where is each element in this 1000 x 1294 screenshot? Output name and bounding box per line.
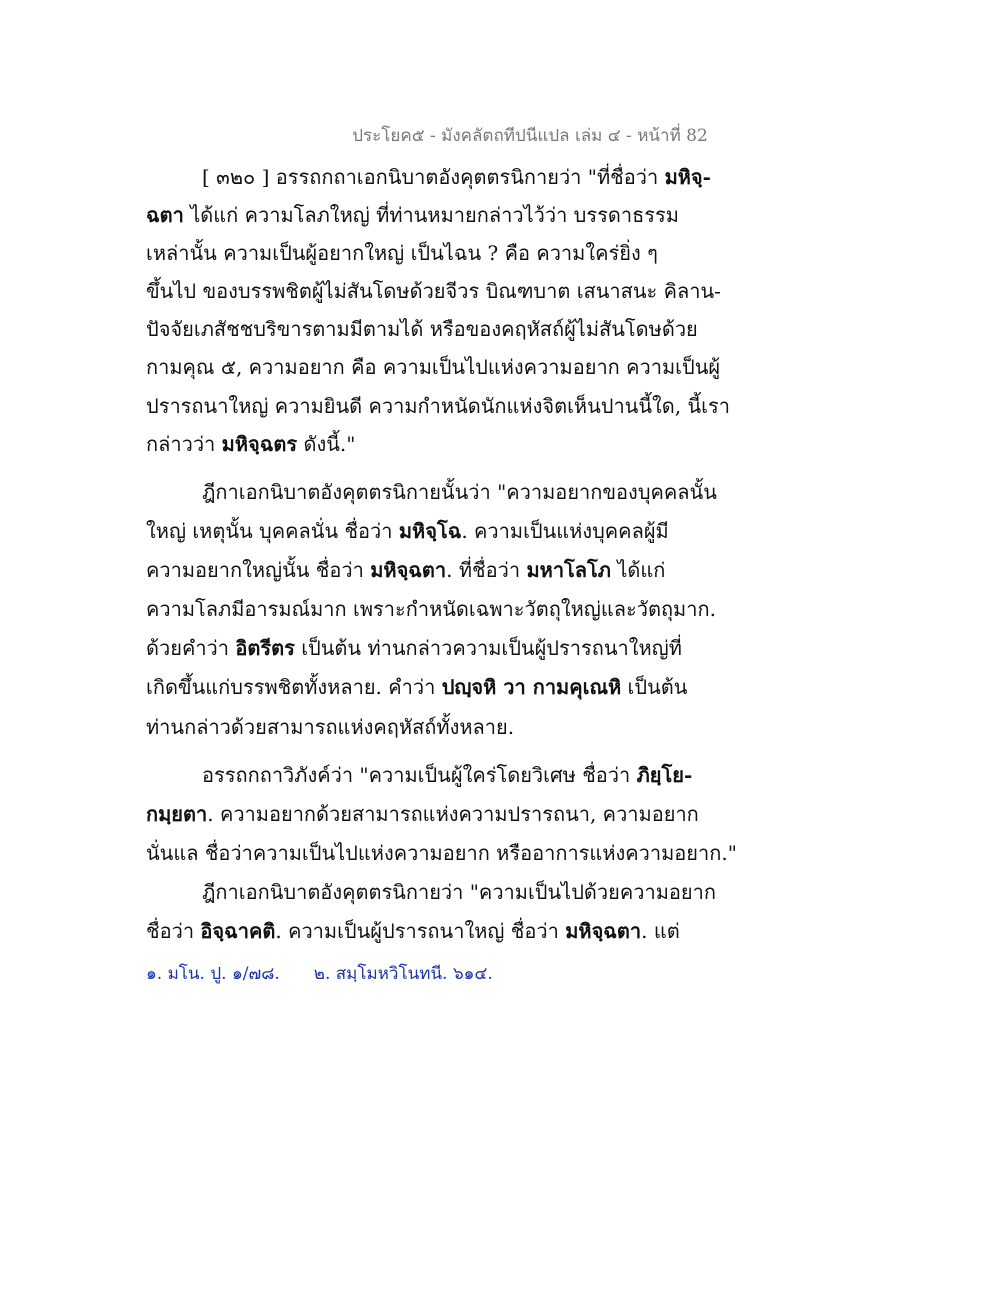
text-line: กามคุณ ๕, ความอยาก คือ ความเป็นไปแห่งความอยาก ความเป็นผู้ <box>146 355 721 379</box>
bold-term: มหิจฺฉตร <box>221 432 298 456</box>
text-line: ความโลภมีอารมณ์มาก เพราะกำหนัดเฉพาะวัตถุใหญ่และวัตถุมาก. <box>146 597 716 621</box>
text-span: ได้แก่ ความโลภใหญ่ ที่ท่านหมายกล่าวไว้ว่า บรรดาธรรม <box>183 203 679 227</box>
text-line: ฎีกาเอกนิบาตอังคุตตรนิกายว่า "ความเป็นไปด้วยความอยาก <box>202 880 716 904</box>
text-span: . ที่ชื่อว่า <box>446 558 527 582</box>
text-span: . แต่ <box>641 919 680 943</box>
text-span: . ความเป็นแห่งบุคคลผู้มี <box>461 519 669 543</box>
text-span: เกิดขึ้นแก่บรรพชิตทั้งหลาย. คำว่า <box>146 675 442 699</box>
text-line: ฎีกาเอกนิบาตอังคุตตรนิกายนั้นว่า "ความอยากของบุคคลนั้น <box>202 480 717 504</box>
text-line <box>146 799 699 829</box>
bold-term: ฉตา <box>146 203 184 227</box>
bold-term: ปญฺจหิ วา กามคุเณหิ <box>441 675 622 699</box>
text-span: . ความเป็นผู้ปรารถนาใหญ่ ชื่อว่า <box>275 919 566 943</box>
text-span: . ความอยากด้วยสามารถแห่งความปรารถนา, ความอยาก <box>207 802 699 826</box>
bold-term: กมฺยตา <box>146 802 208 826</box>
bold-term: มหิจฺ- <box>664 165 711 189</box>
bold-term: อิตรีตร <box>235 636 295 660</box>
text-line <box>146 516 669 546</box>
text-span: ชื่อว่า <box>146 919 201 943</box>
bold-term: ภิยฺโย- <box>636 763 693 787</box>
text-line <box>146 200 679 230</box>
text-line <box>146 916 680 946</box>
text-line <box>146 672 687 702</box>
text-span: ใหญ่ เหตุนั้น บุคคลนั่น ชื่อว่า <box>146 519 399 543</box>
text-line <box>146 555 665 585</box>
bold-term: มหิจฺฉตา <box>565 919 642 943</box>
text-span: ได้แก่ <box>610 558 666 582</box>
page-header: ประโยค๕ - มังคลัตถทีปนีแปล เล่ม ๔ - หน้าที่ 82 <box>352 126 708 146</box>
text-line: ขึ้นไป ของบรรพชิตผู้ไม่สันโดษด้วยจีวร บิณฑบาต เสนาสนะ คิลาน- <box>146 279 721 303</box>
bold-term: มหิจฺฉตา <box>370 558 447 582</box>
text-line <box>146 429 355 459</box>
text-line <box>202 162 711 192</box>
text-span: อรรถกถาวิภังค์ว่า "ความเป็นผู้ใคร่โดยวิเศษ ชื่อว่า <box>202 763 637 787</box>
text-span: เป็นต้น <box>621 675 688 699</box>
text-line: เหล่านั้น ความเป็นผู้อยากใหญ่ เป็นไฉน ? คือ ความใคร่ยิ่ง ๆ <box>146 241 658 265</box>
footnote-1: ๑. มโน. ปู. ๑/๗๘. <box>146 964 280 984</box>
text-span: ดังนี้." <box>297 432 356 456</box>
text-span: เป็นต้น ท่านกล่าวความเป็นผู้ปรารถนาใหญ่ที่ <box>294 636 682 660</box>
text-line <box>202 760 692 790</box>
text-line: ท่านกล่าวด้วยสามารถแห่งคฤหัสถ์ทั้งหลาย. <box>146 715 515 739</box>
text-span: ความอยากใหญ่นั้น ชื่อว่า <box>146 558 371 582</box>
footnote-2: ๒. สมฺโมหวิโนทนี. ๖๑๔. <box>313 964 493 984</box>
text-span: [ ๓๒๐ ] อรรถกถาเอกนิบาตอังคุตตรนิกายว่า "ที่ชื่อว่า <box>202 165 665 189</box>
footnotes <box>146 960 493 987</box>
bold-term: มหิจฺโฉ <box>398 519 462 543</box>
text-span: กล่าวว่า <box>146 432 222 456</box>
bold-term: มหาโลโภ <box>526 558 611 582</box>
text-line <box>146 633 682 663</box>
text-line: ปัจจัยเภสัชชบริขารตามมีตามได้ หรือของคฤหัสถ์ผู้ไม่สันโดษด้วย <box>146 317 698 341</box>
text-span: ด้วยคำว่า <box>146 636 236 660</box>
text-line: ปรารถนาใหญ่ ความยินดี ความกำหนัดนักแห่งจิตเห็นปานนี้ใด, นี้เรา <box>146 394 730 418</box>
bold-term: อิจฺฉาคติ <box>200 919 276 943</box>
text-line: นั่นแล ชื่อว่าความเป็นไปแห่งความอยาก หรืออาการแห่งความอยาก." <box>146 841 737 865</box>
